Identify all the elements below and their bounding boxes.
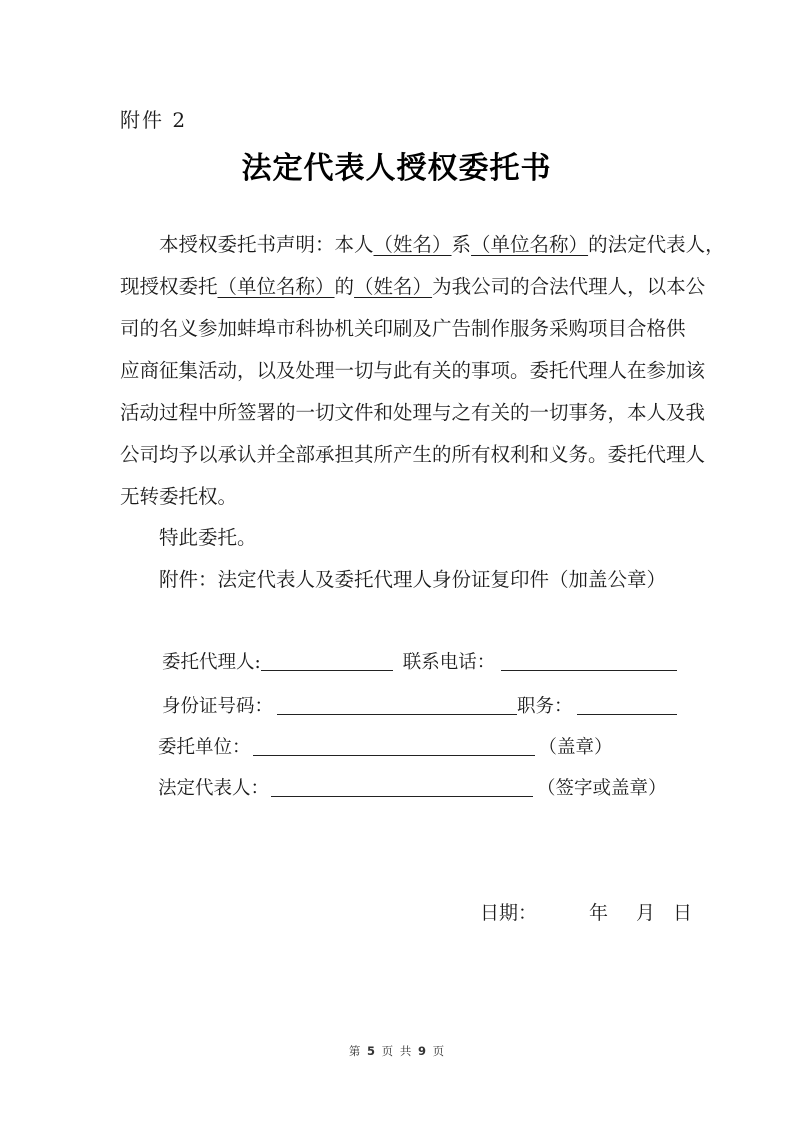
principal-unit-field[interactable]: （单位名称） — [471, 233, 589, 256]
statement-line-7: 无转委托权。 — [120, 485, 238, 508]
attachment-label: 附件 2 — [120, 108, 188, 132]
current-page: 5 — [367, 1044, 376, 1058]
legal-rep-input[interactable] — [271, 778, 533, 797]
statement-text: 的法定代表人， — [588, 233, 725, 256]
unit-input[interactable] — [253, 737, 535, 756]
authorization-statement — [120, 224, 725, 518]
position-label: 职务： — [517, 696, 573, 717]
statement-line-5: 活动过程中所签署的一切文件和处理与之有关的一切事务，本人及我 — [120, 401, 706, 424]
id-label: 身份证号码： — [162, 696, 274, 717]
legal-rep-row — [158, 774, 667, 800]
statement-line-3: 司的名义参加蚌埠市科协机关印刷及广告制作服务采购项目合格供 — [120, 317, 686, 340]
legal-rep-sign-note: （签字或盖章） — [537, 778, 667, 799]
statement-text: 现授权委托 — [120, 275, 218, 298]
date-label: 日期： — [480, 902, 538, 924]
page-suffix: 页 — [432, 1044, 445, 1058]
statement-text: 系 — [451, 233, 472, 256]
unit-seal-note: （盖章） — [538, 737, 613, 758]
unit-row — [158, 733, 613, 759]
position-input[interactable] — [577, 696, 677, 715]
id-row — [162, 692, 677, 718]
id-number-input[interactable] — [277, 696, 517, 715]
page-footer — [0, 1043, 793, 1059]
document-title: 法定代表人授权委托书 — [241, 151, 552, 186]
legal-rep-label: 法定代表人： — [158, 778, 270, 799]
statement-line-2 — [120, 266, 706, 308]
total-pages: 9 — [417, 1044, 426, 1058]
agent-name-field[interactable]: （姓名） — [354, 275, 433, 298]
statement-line-6: 公司均予以承认并全部承担其所产生的所有权利和义务。委托代理人 — [120, 443, 706, 466]
day-label: 日 — [673, 902, 693, 924]
statement-text: 为我公司的合法代理人，以本公 — [432, 275, 706, 298]
page-prefix: 第 — [348, 1044, 361, 1058]
month-label: 月 — [636, 902, 656, 924]
year-label: 年 — [589, 902, 609, 924]
agent-unit-field[interactable]: （单位名称） — [217, 275, 335, 298]
agent-input[interactable] — [261, 652, 393, 671]
principal-name-field[interactable]: （姓名） — [373, 233, 452, 256]
statement-line-1 — [120, 224, 725, 266]
date-row — [480, 898, 692, 925]
phone-label: 联系电话： — [402, 652, 496, 673]
unit-label: 委托单位： — [158, 737, 251, 758]
phone-input[interactable] — [501, 652, 677, 671]
statement-line-4: 应商征集活动，以及处理一切与此有关的事项。委托代理人在参加该 — [120, 359, 706, 382]
statement-text: 的 — [334, 275, 355, 298]
agent-row — [162, 648, 677, 674]
statement-text: 本授权委托书声明：本人 — [159, 233, 374, 256]
closing-text: 特此委托。 — [159, 526, 257, 549]
attachment-note: 附件：法定代表人及委托代理人身份证复印件（加盖公章） — [159, 568, 667, 591]
agent-label: 委托代理人: — [162, 652, 261, 673]
page-mid: 页 共 — [381, 1044, 412, 1058]
